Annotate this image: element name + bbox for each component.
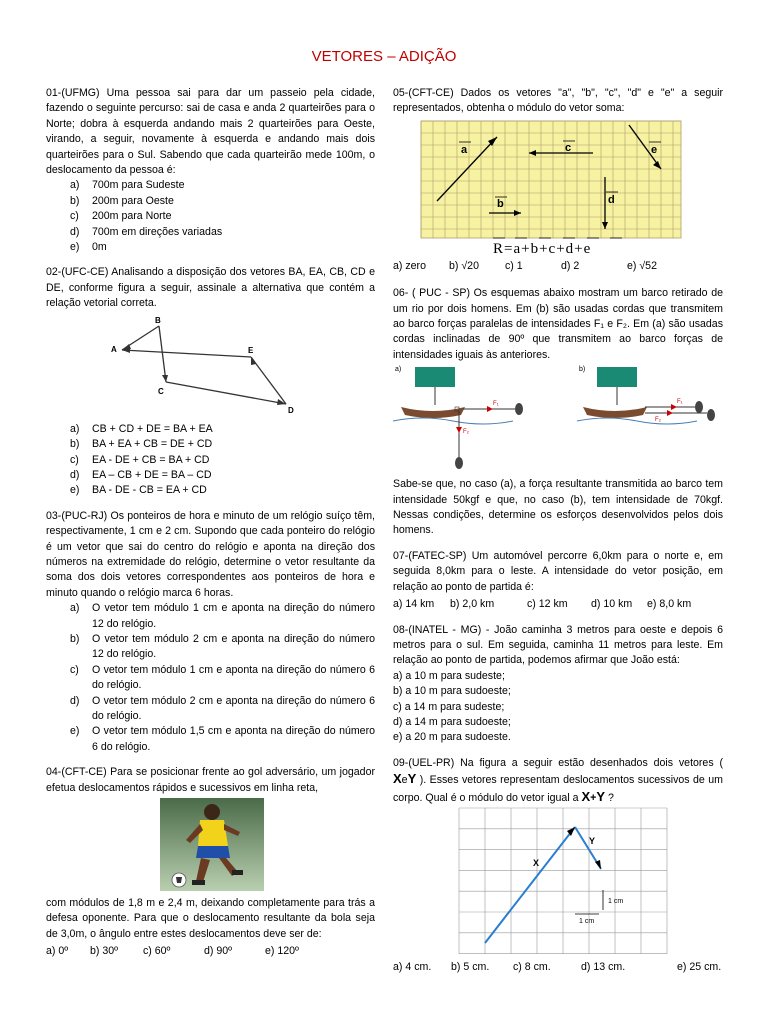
question-text: ( PUC - SP) Os esquemas abaixo mostram um barco retirado de um rio por dois homens. Em (b) são usadas cordas que transmitem ao barco forças paralelas de intensidades F₁ e F₂. Em (a) são usadas cordas inclinadas de 90º que transmitem ao barco forças de intensidades iguais às anteriores. <box>393 287 723 361</box>
option-e: e) O vetor tem módulo 1,5 cm e aponta na direção do número 6 do relógio. <box>70 725 375 753</box>
options-list <box>46 422 375 499</box>
boat-figures <box>393 363 723 473</box>
sum-x-symbol: X <box>581 788 591 804</box>
question-number: 08- <box>393 623 409 636</box>
vector-x-symbol: X <box>393 771 402 787</box>
option-b: b) 5 cm. <box>451 960 490 973</box>
option-c: c) O vetor tem módulo 1 cm e aponta na direção do número 6 do relógio. <box>70 663 375 692</box>
question-06 <box>393 286 723 539</box>
question-text: (UEL-PR) Na figura a seguir estão desenhados dois vetores ( <box>408 756 723 769</box>
f1-label-a: F₁ <box>493 401 499 408</box>
y-vector-label: Y <box>589 835 596 846</box>
option-e: e) √52 <box>627 259 657 272</box>
question-number: 02- <box>46 266 62 279</box>
question-text-continued: com módulos de 1,8 m e 2,4 m, deixando completamente para trás a defesa oponente. Para que o deslocamento resultante da bola seja de 3,0m, o ângulo entre estes deslocamentos deve ser de: <box>46 897 375 940</box>
question-number: 03- <box>46 509 62 522</box>
f2-label-a: F₂ <box>463 429 469 436</box>
question-text: (CFT-CE) Dados os vetores "a", "b", "c", "d" e "e" a seguir representados, obtenha o módulo do vetor soma: <box>393 87 723 115</box>
question-number: 06- <box>393 287 409 300</box>
left-column <box>46 86 375 970</box>
option-d: d) 90º <box>204 945 233 958</box>
label-a: A <box>111 344 117 354</box>
question-text: (FATEC-SP) Um automóvel percorre 6,0km para o norte e, em seguida 8,0km para o leste. A intensidade do vetor posição, em relação ao ponto de partida é: <box>393 549 723 593</box>
vector-a-label: a <box>461 143 468 156</box>
option-b: b) 200m para Oeste <box>70 194 174 207</box>
question-number: 01- <box>46 87 62 99</box>
option-c: c) 8 cm. <box>513 960 551 973</box>
x-vector-label: X <box>533 857 540 868</box>
option-d: d) a 14 m para sudoeste; <box>393 715 511 728</box>
option-e: e) a 20 m para sudoeste. <box>393 731 511 744</box>
option-c: c) 1 <box>505 259 523 272</box>
options-row <box>393 597 723 612</box>
vector-d-label: d <box>608 193 615 206</box>
question-text: (CFT-CE) Para se posicionar frente ao gol adversário, um jogador efetua deslocamentos rápidos e sucessivos em linha reta, <box>46 766 375 794</box>
vector-b-label: b <box>497 197 504 210</box>
option-b: b) a 10 m para sudoeste; <box>393 685 511 698</box>
vector-e-label: e <box>651 143 658 156</box>
option-d: d) O vetor tem módulo 2 cm e aponta na direção do número 6 do relógio. <box>70 694 375 722</box>
label-b: B <box>155 315 161 325</box>
question-mark: ? <box>607 791 614 804</box>
option-d: d) 2 <box>561 259 580 272</box>
option-d: d) EA – CB + DE = BA – CD <box>70 468 212 481</box>
question-number: 05- <box>393 87 409 99</box>
question-01 <box>46 86 375 255</box>
option-e: e) BA - DE - CB = EA + CD <box>70 484 207 497</box>
figure-b-label: b) <box>579 366 586 374</box>
option-a: a) 4 cm. <box>393 960 432 973</box>
option-a: a) 700m para Sudeste <box>70 179 185 192</box>
figure-a-label: a) <box>395 366 402 374</box>
conjunction: e <box>401 774 408 787</box>
option-a: a) a 10 m para sudeste; <box>393 669 505 682</box>
sum-y-symbol: Y <box>596 788 605 804</box>
vector-figure-abcde <box>46 312 375 420</box>
option-d: d) 700m em direções variadas <box>70 225 223 238</box>
label-d: D <box>288 405 294 415</box>
question-number: 09- <box>393 756 409 769</box>
scale-horizontal-label: 1 cm <box>579 917 595 925</box>
option-b: b) BA + EA + CB = DE + CD <box>70 438 213 451</box>
vector-xy-grid <box>393 806 723 956</box>
option-a: a) O vetor tem módulo 1 cm e aponta na direção do número 12 do relógio. <box>70 602 375 630</box>
option-e: e) 120º <box>265 945 299 958</box>
question-text: (PUC-RJ) Os ponteiros de hora e minuto de um relógio suíço têm, respectivamente, 1 cm e 2 cm. Supondo que cada ponteiro do relógio é um vetor que sai do centro do relógio e aponta na direção dos números na extremidade do relógio, determine o vetor resultante da soma dos dois vetores correspondentes aos ponteiros de hora e minuto quando o relógio marca 6 horas. <box>46 509 375 599</box>
question-02 <box>46 265 375 498</box>
option-d: d) 10 km <box>591 598 633 611</box>
question-08 <box>393 623 723 746</box>
f1-label-b: F₁ <box>677 399 683 406</box>
page-title: VETORES – ADIÇÃO <box>311 48 457 65</box>
option-b: b) 2,0 km <box>450 598 495 611</box>
question-04 <box>46 765 375 959</box>
label-c: C <box>158 386 164 396</box>
question-number: 07- <box>393 549 409 562</box>
option-c: c) 12 km <box>527 598 568 611</box>
option-b: b) √20 <box>449 259 479 272</box>
question-09 <box>393 756 723 976</box>
right-column <box>393 86 723 985</box>
question-number: 04- <box>46 766 62 779</box>
option-d: d) 13 cm. <box>581 960 626 973</box>
question-text: (UFMG) Uma pessoa sai para dar um passeio pela cidade, fazendo o seguinte percurso: sai de casa e anda 2 quarteirões para o Norte; dobra à esquerda andando mais 2 quarteirões para Oeste, virando, a seguir, novamente à esquerda e andando mais dois quarteirões para o Sul. Sabendo que cada quarteirão mede 100m, o deslocamento da pessoa é: <box>46 87 375 177</box>
soccer-player-photo <box>46 796 375 892</box>
option-b: b) 30º <box>90 945 119 958</box>
question-03 <box>46 509 375 756</box>
options-list <box>46 601 375 755</box>
options-list <box>46 178 375 255</box>
option-c: c) 60º <box>143 945 171 958</box>
option-e: e) 8,0 km <box>647 598 692 611</box>
options-row <box>46 944 375 959</box>
vector-y-symbol: Y <box>407 771 417 787</box>
option-b: b) O vetor tem módulo 2 cm e aponta na direção do número 12 do relógio. <box>70 632 375 661</box>
f2-label-b: F₂ <box>655 417 661 424</box>
options-row <box>393 960 723 975</box>
option-c: c) a 14 m para sudeste; <box>393 700 505 713</box>
question-text: (UFC-CE) Analisando a disposição dos vetores BA, EA, CB, CD e DE, conforme figura a seguir, assinale a alternativa que contém a relação vetorial correta. <box>46 266 375 310</box>
vector-grid-figure <box>393 117 723 257</box>
question-07 <box>393 549 723 613</box>
question-text-continued: Sabe-se que, no caso (a), a força resultante transmitida ao barco tem intensidade 50kgf e que, no caso (b), tem intensidade de 70kgf. Nessas condições, determine os esforços desenvolvidos pelos dois homens. <box>393 478 723 537</box>
vector-c-label: c <box>565 141 572 154</box>
question-text-b: ). Esses vetores representam deslocamentos sucessivos de um corpo. Qual é o módulo do vetor igual a <box>393 774 723 804</box>
option-e: e) 0m <box>70 241 107 254</box>
question-text: (INATEL - MG) - João caminha 3 metros para oeste e depois 6 metros para o sul. Em seguida, caminha 11 metros para leste. Em relação ao ponto de partida, podemos afirmar que João está: <box>393 623 723 667</box>
option-c: c) EA - DE + CB = BA + CD <box>70 453 210 466</box>
question-05 <box>393 86 723 274</box>
resultant-formula: R=a+b+c+d+e <box>493 240 592 257</box>
options-row <box>393 259 723 274</box>
option-a: a) CB + CD + DE = BA + EA <box>70 422 213 435</box>
option-a: a) 14 km <box>393 598 435 611</box>
label-e: E <box>248 345 254 355</box>
scale-vertical-label: 1 cm <box>608 897 624 905</box>
option-e: e) 25 cm. <box>677 960 722 973</box>
option-c: c) 200m para Norte <box>70 210 172 223</box>
plus-symbol: + <box>590 791 597 804</box>
option-a: a) 0º <box>46 945 69 958</box>
option-a: a) zero <box>393 259 426 272</box>
